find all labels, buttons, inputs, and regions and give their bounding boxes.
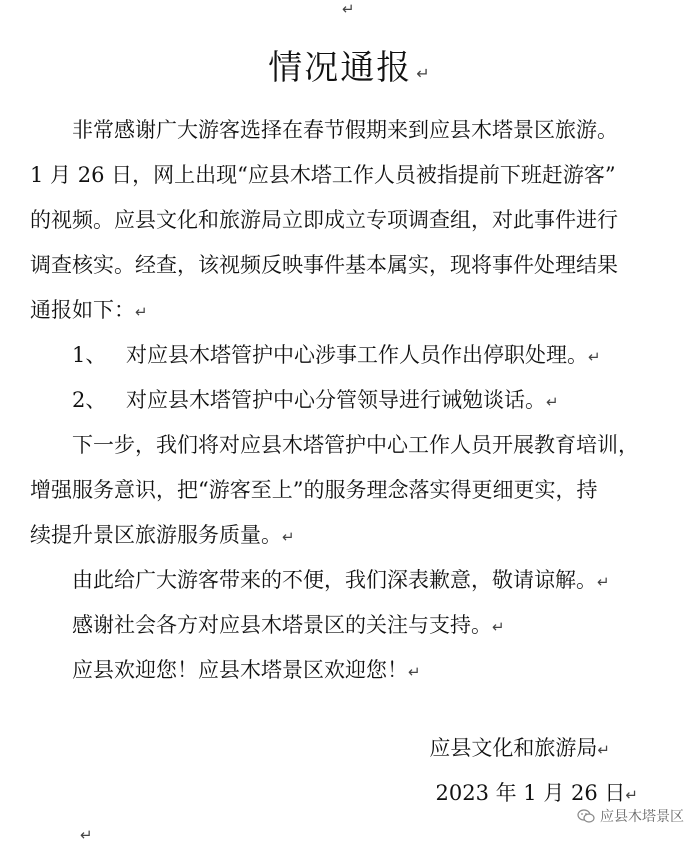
paragraph-mark: ↵ xyxy=(597,741,610,759)
watermark xyxy=(577,806,684,826)
item-number: 2、 xyxy=(72,388,107,412)
text-line: 增强服务意识，把“游客至上”的服务理念落实得更细更实，持 xyxy=(30,478,598,502)
paragraph-mark: ↵ xyxy=(342,0,355,18)
paragraph-mark: ↵ xyxy=(135,303,148,321)
text-line: 续提升景区旅游服务质量。↵ xyxy=(30,523,295,547)
list-item xyxy=(30,333,670,378)
paragraph-mark: ↵ xyxy=(408,663,421,681)
text-line: 应县欢迎您！应县木塔景区欢迎您！↵ xyxy=(72,658,421,682)
title-text: 情况通报 xyxy=(268,48,413,88)
paragraph-mark: ↵ xyxy=(546,393,559,411)
paragraph-mark: ↵ xyxy=(588,348,601,366)
text-line: 由此给广大游客带来的不便，我们深表歉意，敬请谅解。↵ xyxy=(72,568,610,592)
item-number: 1、 xyxy=(72,343,107,367)
watermark-text: 应县木塔景区 xyxy=(600,809,684,825)
text-line: 非常感谢广大游客选择在春节假期来到应县木塔景区旅游。 xyxy=(72,118,618,142)
text-line: 感谢社会各方对应县木塔景区的关注与支持。↵ xyxy=(72,613,505,637)
paragraph-mark: ↵ xyxy=(597,573,610,591)
text-line: 通报如下：↵ xyxy=(30,298,148,322)
item-text: 对应县木塔管护中心涉事工作人员作出停职处理。 xyxy=(126,343,588,367)
signature: 应县文化和旅游局↵ xyxy=(429,736,610,760)
text-line: 下一步，我们将对应县木塔管护中心工作人员开展教育培训， xyxy=(72,433,639,457)
paragraph-mark: ↵ xyxy=(492,618,505,636)
paragraph-mark: ↵ xyxy=(416,64,432,83)
text-line: 1 月 26 日，网上出现“应县木塔工作人员被指提前下班赶游客” xyxy=(30,163,616,187)
document-date: 2023 年 1 月 26 日↵ xyxy=(435,781,638,805)
document-title xyxy=(0,44,700,98)
document-body xyxy=(30,108,670,693)
wechat-icon xyxy=(577,809,595,823)
paragraph-mark: ↵ xyxy=(282,528,295,546)
paragraph-mark: ↵ xyxy=(625,786,638,804)
text-line: 调查核实。经查，该视频反映事件基本属实，现将事件处理结果 xyxy=(30,253,618,277)
item-text: 对应县木塔管护中心分管领导进行诫勉谈话。 xyxy=(126,388,546,412)
paragraph-mark: ↵ xyxy=(80,826,93,844)
list-item xyxy=(30,378,670,423)
text-line: 的视频。应县文化和旅游局立即成立专项调查组，对此事件进行 xyxy=(30,208,618,232)
